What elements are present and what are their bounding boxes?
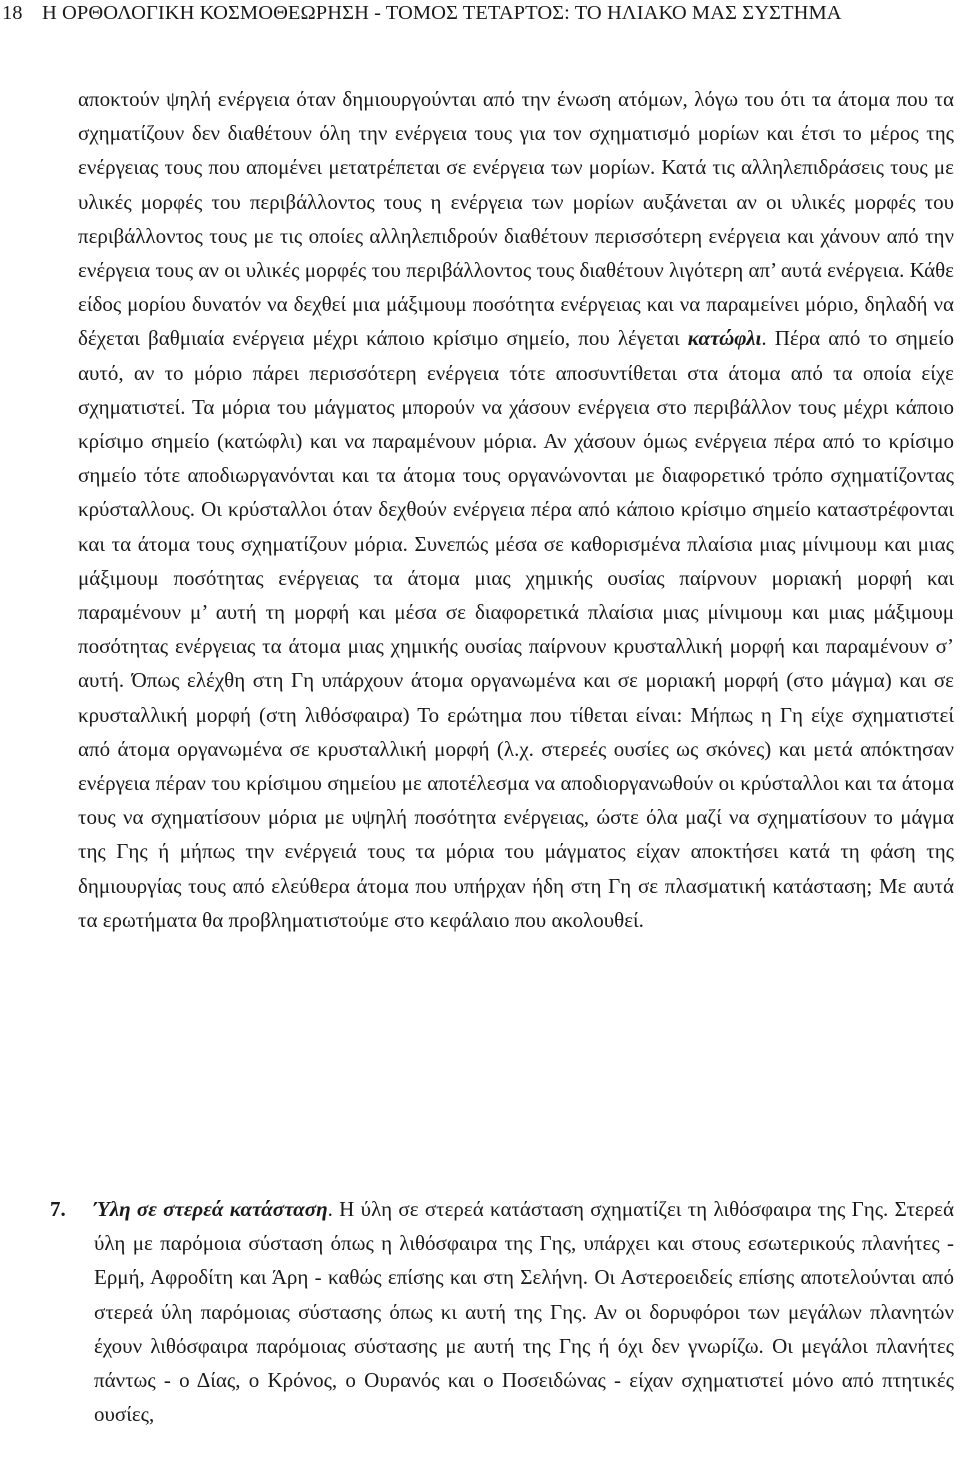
paragraph-text-part-2: . Πέρα από το σημείο αυτό, αν το μόριο πάρει περισσότερη ενέργεια τότε αποσυντίθεται στα άτομα από τα οποία είχε σχηματιστεί. Τα μόρια του μάγματος μπορούν να χάσουν ενέργεια στο περιβάλλον τους μέχρι κάποιο κρίσιμο σημείο (κατώφλι) και να παραμένουν μόρια. Αν χάσουν όμως ενέργεια πέρα από το κρίσιμο σημείο τότε αποδιωργανόνται και τα άτομα τους οργανώνονται με διαφορετικό τρόπο σχηματίζοντας κρύσταλλους. Οι κρύσταλλοι όταν δεχθούν ενέργεια πέρα από κάποιο κρίσιμο σημείο καταστρέφονται και τα άτομα τους σχηματίζουν μόρια. Συνεπώς μέσα σε καθορισμένα πλαίσια μιας μίνιμουμ και μιας μάξιμουμ ποσότητας ενέργειας τα άτομα μιας χημικής ουσίας παίρνουν μοριακή μορφή και παραμένουν μ’ αυτή τη μορφή και μέσα σε διαφορετικά πλαίσια μιας μίνιμουμ και μιας μάξιμουμ ποσότητας ενέργειας τα άτομα μιας χημικής ουσίας παίρνουν κρυσταλλική μορφή και παραμένουν σ’ αυτή. Όπως ελέχθη στη Γη υπάρχουν άτομα οργανωμένα και σε μοριακή μορφή (στο μάγμα) και σε κρυσταλλική μορφή (στη λιθόσφαιρα) Το ερώτημα που τίθεται είναι: Μήπως η Γη είχε σχηματιστεί από άτομα οργανωμένα σε κρυσταλλική μορφή (λ.χ. στερεές ουσίες ως σκόνες) και μετά απόκτησαν ενέργεια πέραν του κρίσιμου σημείου με αποτέλεσμα να αποδιοργανωθούν οι κρύσταλλοι και τα άτομα τους να σχηματίσουν μόρια με υψηλή ποσότητα ενέργειας, ώστε όλα μαζί να σχηματίσουν το μάγμα της Γης ή μήπως την ενέργειά τους τα μόρια του μάγματος είχαν αποκτήσει κατά τη φάση της δημιουργίας τους από ελεύθερα άτομα που υπήρχαν ήδη στη Γη σε πλασματική κατάσταση; Με αυτά τα ερωτήματα θα προβληματιστούμε στο κεφάλαιο που ακολουθεί. bbox=[78, 326, 954, 932]
section-text: . Η ύλη σε στερεά κατάσταση σχηματίζει τη λιθόσφαιρα της Γης. Στερεά ύλη με παρόμοια σύσταση όπως η λιθόσφαιρα της Γης, υπάρχει και στους εσωτερικούς πλανήτες - Ερμή, Αφροδίτη και Άρη - καθώς επίσης και στη Σελήνη. Οι Αστεροειδείς επίσης αποτελούνται από στερεά ύλη παρόμοιας σύστασης όπως κι αυτή της Γης. Αν οι δορυφόροι των μεγάλων πλανητών έχουν λιθόσφαιρα παρόμοιας σύστασης με αυτή της Γης ή όχι δεν γνωρίζω. Οι μεγάλοι πλανήτες πάντως - ο Δίας, ο Κρόνος, ο Ουρανός και ο Ποσειδώνας - είχαν σχηματιστεί μόνο από πτητικές ουσίες, bbox=[94, 1197, 954, 1427]
section-body bbox=[94, 1192, 954, 1431]
page-number: 18 bbox=[2, 2, 23, 24]
section-number: 7. bbox=[50, 1197, 66, 1221]
running-header bbox=[0, 0, 960, 30]
body-paragraph bbox=[78, 82, 954, 937]
section-heading: Ύλη σε στερεά κατάσταση bbox=[94, 1197, 328, 1221]
paragraph-text-part-1: αποκτούν ψηλή ενέργεια όταν δημιουργούνται από την ένωση ατόμων, λόγω του ότι τα άτομα που τα σχηματίζουν δεν διαθέτουν όλη την ενέργεια τους για τον σχηματισμό μορίων και έτσι το μέρος της ενέργειας τους που απομένει μετατρέπεται σε ενέργεια των μορίων. Κατά τις αλληλεπιδράσεις τους με υλικές μορφές του περιβάλλοντος τους η ενέργεια των μορίων αυξάνεται αν οι υλικές μορφές του περιβάλλοντος τους με τις οποίες αλληλεπιδρούν διαθέτουν περισσότερη ενέργεια και χάνουν από την ενέργεια τους αν οι υλικές μορφές του περιβάλλοντος τους διαθέτουν λιγότερη απ’ αυτά ενέργεια. Κάθε είδος μορίου δυνατόν να δεχθεί μια μάξιμουμ ποσότητα ενέργειας και να παραμείνει μόριο, δηλαδή να δέχεται βαθμιαία ενέργεια μέχρι κάποιο κρίσιμο σημείο, που λέγεται bbox=[78, 87, 954, 351]
section-7 bbox=[48, 1192, 954, 1454]
running-title: Η ΟΡΘΟΛΟΓΙΚΗ ΚΟΣΜΟΘΕΩΡΗΣΗ - ΤΟΜΟΣ ΤΕΤΑΡΤΟΣ: ΤΟ ΗΛΙΑΚΟ ΜΑΣ ΣΥΣΤΗΜΑ bbox=[42, 2, 842, 24]
emphasized-term: κατώφλι bbox=[687, 326, 762, 351]
